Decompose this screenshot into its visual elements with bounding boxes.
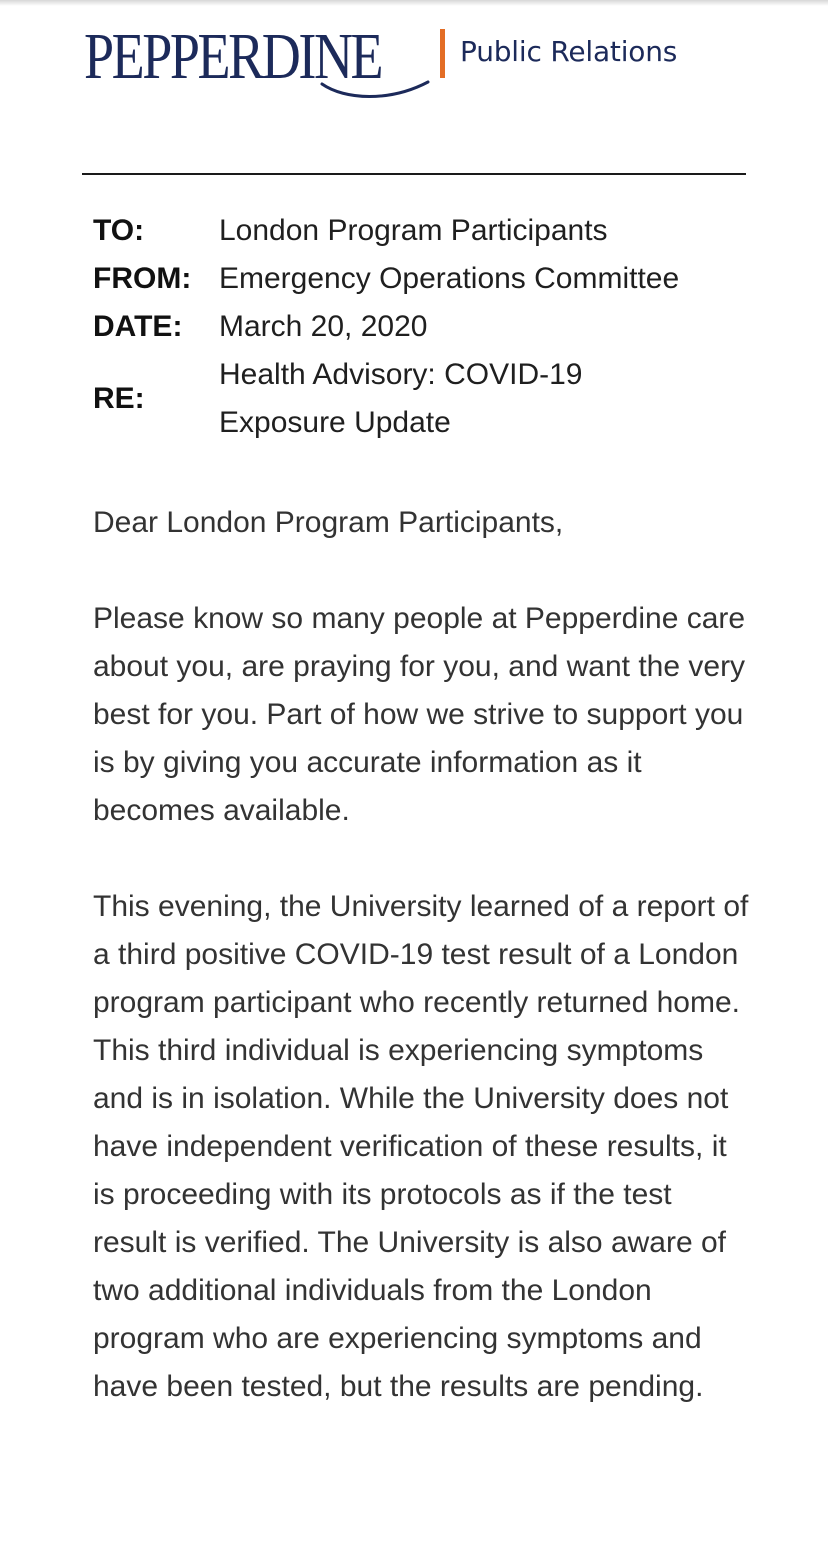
letter-paragraph-2: This evening, the University learned of a report of a third positive COVID-19 test result of a London program participant who recently returned home. This third individual is experiencing symptoms and is in isolation. While the University does not have independent verification of these results, it is proceeding with its protocols as if the test result is verified. The University is also aware of two additional individuals from the London program who are experiencing symptoms and have been tested, but the results are pending.	[93, 890, 749, 1403]
memo-to-label: TO:	[93, 214, 145, 247]
letter-body	[93, 499, 753, 1459]
memo-to-value: London Program Participants	[219, 214, 608, 247]
pepperdine-logo-wordmark: PEPPERDINE	[84, 20, 382, 93]
memo-re-line-2: Exposure Update	[219, 406, 451, 439]
memo-date-label: DATE:	[93, 310, 183, 343]
logo-swoosh-icon	[320, 80, 430, 102]
memo-re-row	[93, 351, 753, 447]
memo-re-value	[219, 351, 582, 447]
memo-re-line-1: Health Advisory: COVID-19	[219, 358, 583, 391]
letterhead	[84, 20, 744, 100]
memo-to-row	[93, 207, 753, 255]
memo-from-label: FROM:	[93, 262, 192, 295]
memo-date-row	[93, 303, 753, 351]
logo-accent-bar	[440, 29, 445, 78]
header-divider	[82, 173, 746, 175]
memo-re-label: RE:	[93, 382, 145, 415]
memo-date-value: March 20, 2020	[219, 310, 428, 343]
memo-from-value: Emergency Operations Committee	[219, 262, 680, 295]
memo-from-row	[93, 255, 753, 303]
department-name: Public Relations	[460, 35, 678, 68]
memo-header	[93, 207, 753, 447]
top-edge-shadow	[0, 0, 828, 6]
letter-greeting: Dear London Program Participants,	[93, 506, 564, 539]
letter-paragraph-1: Please know so many people at Pepperdine care about you, are praying for you, and want the very best for you. Part of how we strive to support you is by giving you accurate information as it becomes available.	[93, 602, 746, 827]
